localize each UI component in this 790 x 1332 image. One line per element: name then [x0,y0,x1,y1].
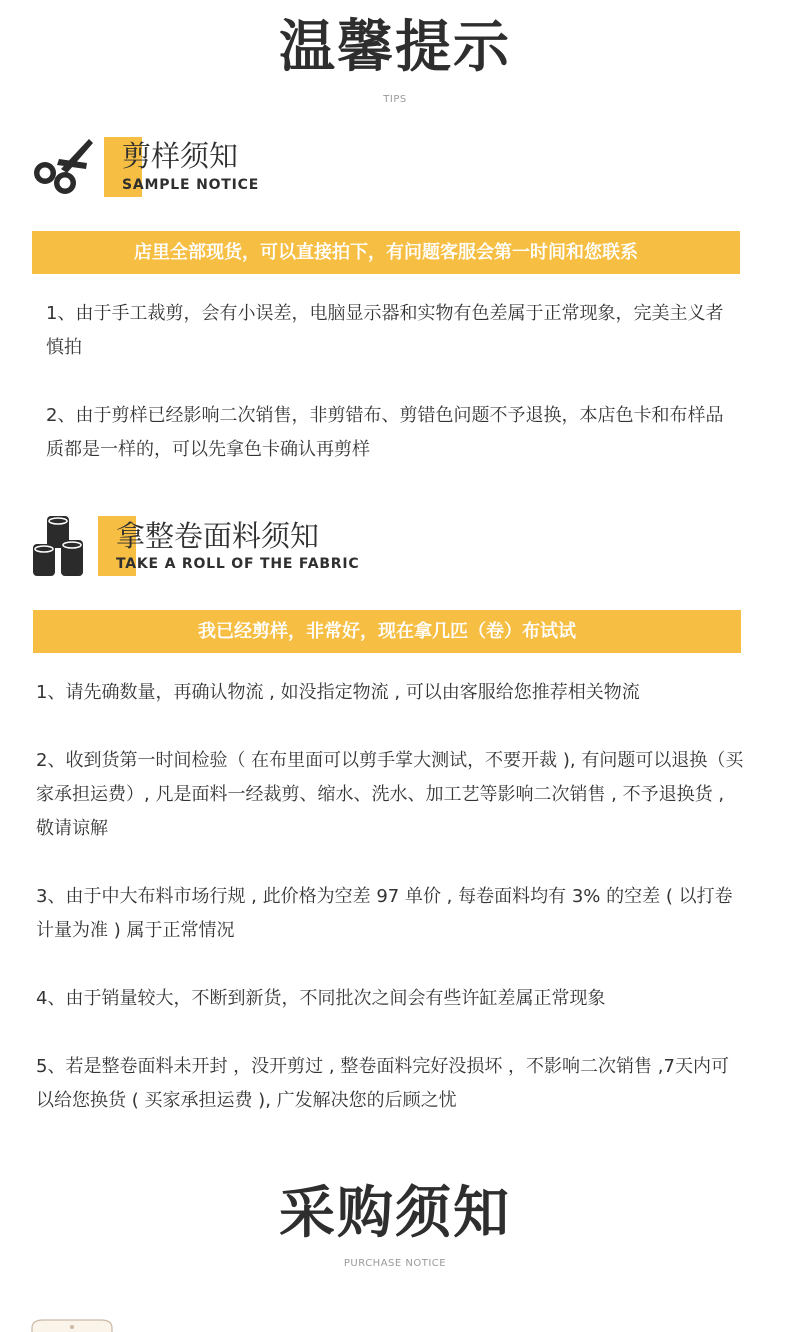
page-subtitle: TIPS [383,94,407,105]
section-title: 拿整卷面料须知 [116,519,320,553]
list-item: 1、请先确数量，再确认物流 , 如没指定物流 , 可以由客服给您推荐相关物流 [36,682,640,703]
purchase-subtitle: PURCHASE NOTICE [343,1258,447,1269]
page-title: 温馨提示 [279,15,511,80]
section-subtitle: TAKE A ROLL OF THE FABRIC [116,556,360,572]
fabric-rolls-icon [31,512,87,580]
decorative-shape [31,1318,113,1332]
notice-banner: 店里全部现货，可以直接拍下，有问题客服会第一时间和您联系 [32,231,740,274]
list-item: 2、收到货第一时间检验（ 在布里面可以剪手掌大测试，不要开裁 ), 有问题可以退换（买家承担运费）, 凡是面料一经裁剪、缩水、洗水、加工艺等影响二次销售 , 不予退换货 , 敬请谅解 [36,750,744,839]
section-title: 剪样须知 [122,139,239,173]
scissors-icon [31,133,97,199]
list-item: 4、由于销量较大，不断到新货，不同批次之间会有些许缸差属正常现象 [36,988,606,1009]
purchase-title: 采购须知 [279,1181,511,1246]
notice-list [36,676,746,1118]
list-item: 2、由于剪样已经影响二次销售，非剪错布、剪错色问题不予退换，本店色卡和布样品质都是一样的，可以先拿色卡确认再剪样 [46,405,724,460]
notice-list [46,297,736,467]
list-item: 1、由于手工裁剪，会有小误差，电脑显示器和实物有色差属于正常现象，完美主义者慎拍 [46,303,724,358]
notice-banner: 我已经剪样，非常好，现在拿几匹（卷）布试试 [33,610,741,653]
list-item: 5、若是整卷面料未开封 ，没开剪过 , 整卷面料完好没损坏 ，不影响二次销售 ,7天内可以给您换货 ( 买家承担运费 ), 广发解决您的后顾之忧 [36,1056,729,1111]
list-item: 3、由于中大布料市场行规 , 此价格为空差 97 单价 , 每卷面料均有 3% 的空差 ( 以打卷计量为准 ) 属于正常情况 [36,886,733,941]
section-subtitle: SAMPLE NOTICE [122,177,260,193]
